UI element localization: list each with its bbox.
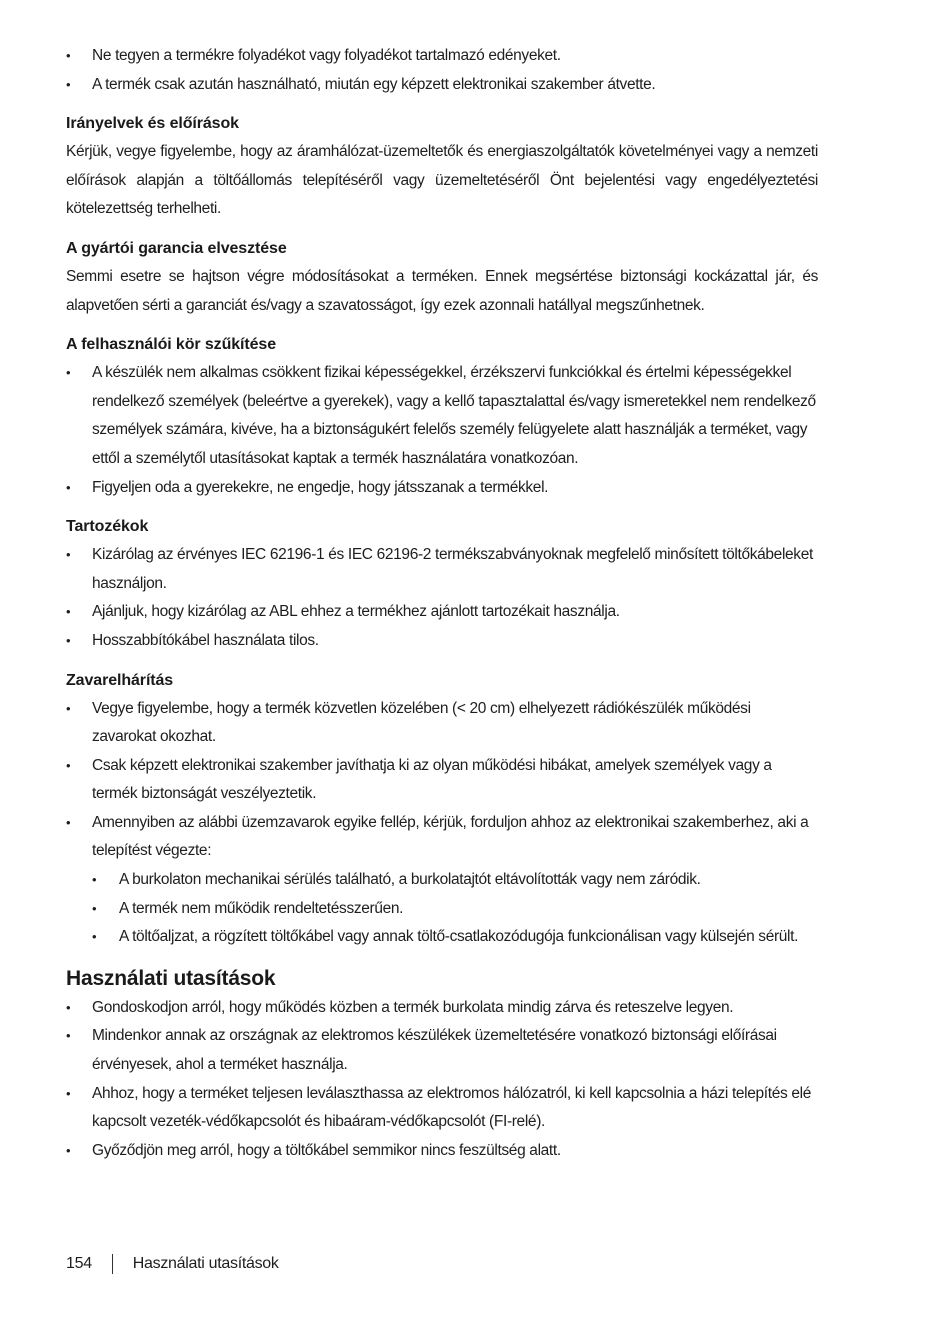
section-heading: A felhasználói kör szűkítése (66, 336, 277, 354)
bullet-list (66, 541, 818, 655)
section-garancia (66, 235, 818, 320)
list-item: • Csak képzett elektronikai szakember javíthatja ki az olyan működési hibákat, amelyek személyek vagy a termék biztonságát veszélyeztetik. (66, 752, 818, 809)
section-heading: Irányelvek és előírások (66, 115, 239, 133)
list-item: • Gondoskodjon arról, hogy működés közben a termék burkolata mindig zárva és reteszelve legyen. (66, 994, 818, 1023)
sub-bullet-list (92, 866, 818, 952)
list-item: • A készülék nem alkalmas csökkent fizikai képességekkel, érzékszervi funkciókkal és értelmi képességekkel rendelkező személyek (beleértve a gyerekek), vagy a kellő tapasztalattal és/vagy ismeretekkel nem rendelkező személyek számára, kivéve, ha a biztonságukért felelős személy felügyelete alatt használják a terméket, vagy ettől a személytől utasításokat kaptak a termék használatára vonatkozóan. (66, 359, 818, 473)
section-heading: Tartozékok (66, 518, 149, 536)
page-number: 154 (66, 1255, 92, 1272)
list-item: • Vegye figyelembe, hogy a termék közvetlen közelében (< 20 cm) elhelyezett rádiókészülék működési zavarokat okozhat. (66, 695, 818, 752)
bullet-list (66, 994, 818, 1166)
sub-list-item: • A töltőaljzat, a rögzített töltőkábel vagy annak töltő-csatlakozódugója funkcionálisan vagy külsején sérült. (92, 923, 818, 952)
intro-list (66, 42, 818, 99)
footer-divider (112, 1254, 113, 1274)
page-content (66, 42, 818, 1165)
section-heading: Zavarelhárítás (66, 671, 174, 689)
list-item (66, 809, 818, 952)
section-hasznalati (66, 964, 818, 1166)
list-item: • Hosszabbítókábel használata tilos. (66, 627, 818, 656)
list-item: • Kizárólag az érvényes IEC 62196-1 és IEC 62196-2 termékszabványoknak megfelelő minősített töltőkábeleket használjon. (66, 541, 818, 598)
list-item-text: Amennyiben az alábbi üzemzavarok egyike fellép, kérjük, forduljon ahhoz az elektronikai szakemberhez, aki a telepítést végezte: (92, 813, 809, 860)
page-footer (66, 1250, 279, 1278)
section-paragraph: Kérjük, vegye figyelembe, hogy az áramhálózat-üzemeltetők és energiaszolgáltatók követelményei vagy a nemzeti előírások alapján a töltőállomás telepítéséről vagy üzemeltetéséről Önt bejelentési vagy engedélyeztetési kötelezettség terhelheti. (66, 143, 818, 218)
section-zavarelharitas (66, 667, 818, 952)
footer-section-title: Használati utasítások (132, 1255, 279, 1272)
list-item: • Ahhoz, hogy a terméket teljesen leválaszthassa az elektromos hálózatról, ki kell kapcsolnia a házi telepítés elé kapcsolt vezeték-védőkapcsolót és hibaáram-védőkapcsolót (FI-relé). (66, 1080, 818, 1137)
section-felhasznaloi (66, 331, 818, 502)
chapter-heading: Használati utasítások (66, 966, 276, 990)
list-item: • Mindenkor annak az országnak az elektromos készülékek üzemeltetésére vonatkozó biztonsági előírásai érvényesek, ahol a terméket használja. (66, 1022, 818, 1079)
list-item: • Győződjön meg arról, hogy a töltőkábel semmikor nincs feszültség alatt. (66, 1137, 818, 1166)
list-item: • Ne tegyen a termékre folyadékot vagy folyadékot tartalmazó edényeket. (66, 42, 818, 71)
section-iranyelvek (66, 110, 818, 224)
bullet-list (66, 695, 818, 952)
section-tartozekok (66, 513, 818, 655)
sub-list-item: • A termék nem működik rendeltetésszerűen. (92, 895, 818, 924)
sub-list-item: • A burkolaton mechanikai sérülés található, a burkolatajtót eltávolították vagy nem záródik. (92, 866, 818, 895)
section-paragraph: Semmi esetre se hajtson végre módosításokat a terméken. Ennek megsértése biztonsági kockázattal jár, és alapvetően sérti a garanciát és/vagy a szavatosságot, így ezek azonnali hatállyal megszűnhetnek. (66, 267, 818, 314)
bullet-list (66, 359, 818, 502)
list-item: • A termék csak azután használható, miután egy képzett elektronikai szakember átvette. (66, 71, 818, 100)
list-item: • Figyeljen oda a gyerekekre, ne engedje, hogy játsszanak a termékkel. (66, 474, 818, 503)
list-item: • Ajánljuk, hogy kizárólag az ABL ehhez a termékhez ajánlott tartozékait használja. (66, 598, 818, 627)
section-heading: A gyártói garancia elvesztése (66, 239, 287, 257)
